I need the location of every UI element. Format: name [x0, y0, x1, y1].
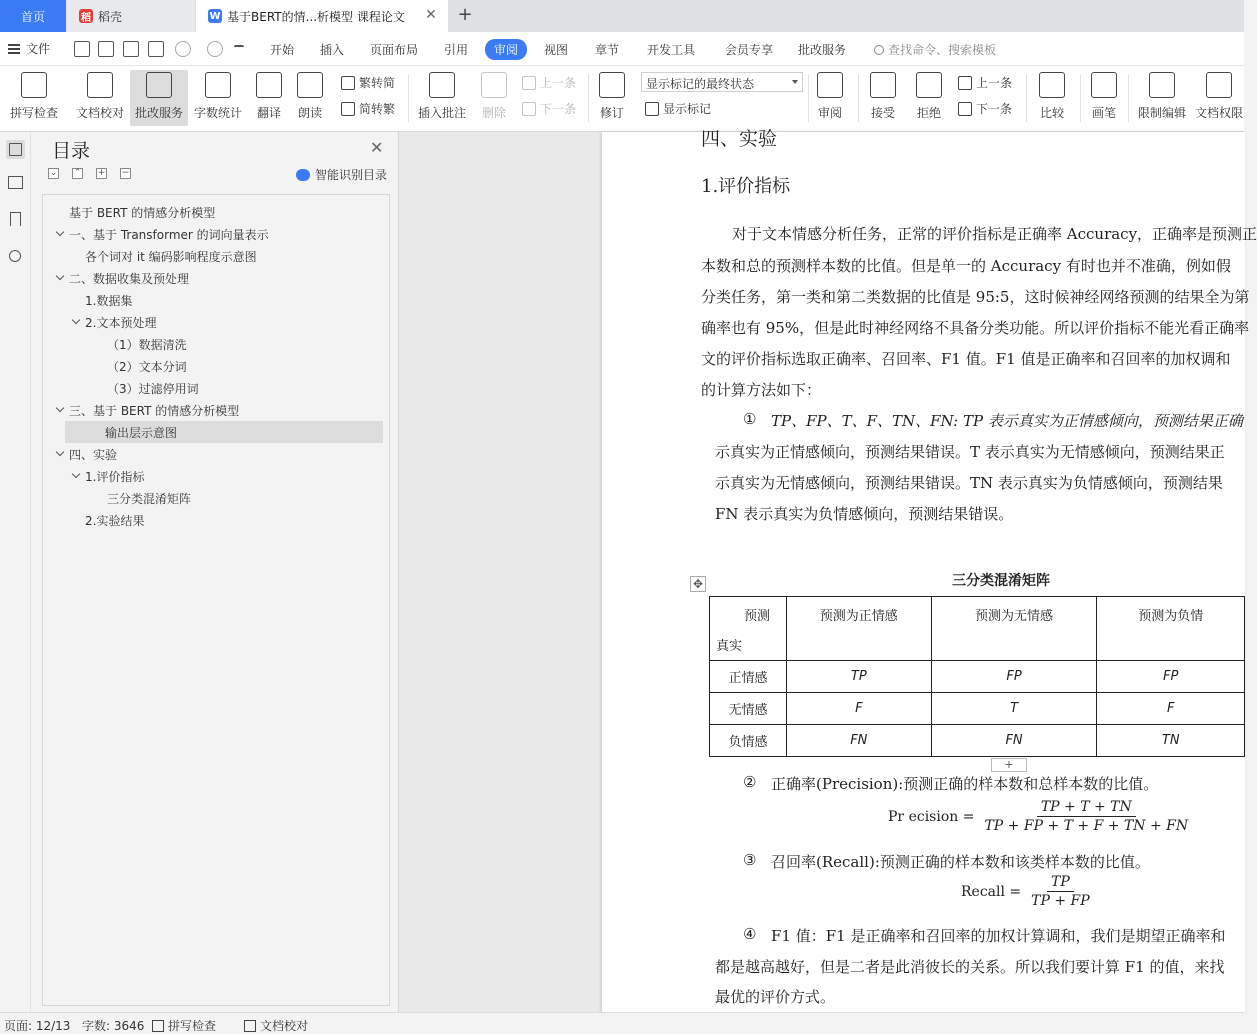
toc-item[interactable]: [43, 267, 389, 289]
next-change-label: 下一条: [976, 102, 1013, 116]
insert-comment-button[interactable]: [414, 70, 470, 126]
next-comment-icon: [522, 102, 536, 116]
trad-to-simp-label: 繁转简: [359, 76, 396, 90]
doc-permission-button[interactable]: [1194, 70, 1244, 126]
chevron-down-icon[interactable]: [72, 316, 80, 324]
export-pdf-icon[interactable]: [98, 41, 114, 57]
item1-line2: 示真实为正情感倾向，预测结果错误。T 表示真实为无情感倾向，预测结果正: [715, 443, 1225, 461]
tab-docer-label: 稻壳: [98, 9, 123, 24]
add-heading-icon[interactable]: +: [97, 168, 106, 178]
toc-item[interactable]: [43, 487, 389, 509]
ribbon-separator: [588, 74, 589, 122]
chapter-nav-icon[interactable]: [8, 176, 23, 189]
toc-item[interactable]: [43, 465, 389, 487]
toc-item[interactable]: [43, 223, 389, 245]
toc-item-label: 三分类混淆矩阵: [107, 491, 192, 506]
restrict-edit-button[interactable]: [1134, 70, 1190, 126]
item2-marker: ②: [743, 773, 757, 791]
toc-item[interactable]: [43, 377, 389, 399]
para1-line4: 确率也有 95%，但是此时神经网络不具备分类功能。所以评价指标不能光看正确率: [701, 319, 1250, 337]
item4-line2: 都是越高越好，但是二者是此消彼长的关系。所以我们要计算 F1 的值，来找: [715, 958, 1225, 976]
table-cell[interactable]: TN: [1097, 725, 1245, 757]
insert-comment-label: 插入批注: [417, 106, 466, 120]
show-markup-label: 显示标记: [663, 102, 712, 116]
corner-true-label: 真实: [716, 639, 743, 654]
table-row-label[interactable]: 正情感: [710, 661, 787, 693]
next-change-icon: [958, 102, 972, 116]
tab-home-label: 首页: [20, 9, 45, 24]
menu-bar: [0, 32, 1244, 66]
toc-item-label: 各个词对 it 编码影响程度示意图: [85, 249, 257, 264]
page-indicator[interactable]: 页面: 12/13: [4, 1019, 71, 1033]
tab-docer[interactable]: [67, 0, 195, 32]
table-row-label[interactable]: 无情感: [710, 693, 787, 725]
item1-line4: FN 表示真实为负情感倾向，预测结果错误。: [715, 505, 1014, 523]
toc-item[interactable]: [43, 311, 389, 333]
reject-button[interactable]: [910, 70, 948, 126]
simp-to-trad-label: 简转繁: [359, 102, 396, 116]
close-tab-icon[interactable]: ✕: [425, 7, 437, 23]
recall-formula: [961, 874, 1094, 909]
toc-item[interactable]: [65, 421, 383, 443]
smart-robot-icon: [296, 169, 310, 181]
menu-tab-review[interactable]: 审阅: [485, 39, 527, 60]
prev-change-label: 上一条: [976, 76, 1013, 90]
precision-formula: [888, 799, 1192, 834]
restrict-edit-label: 限制编辑: [1137, 106, 1186, 120]
wordcount-icon: [205, 72, 231, 98]
status-proofread-label: 文档校对: [260, 1019, 309, 1033]
wordcount-button[interactable]: [192, 70, 244, 126]
chevron-down-icon[interactable]: [56, 404, 64, 412]
table-cell[interactable]: F: [786, 693, 931, 725]
simp-to-trad-button[interactable]: [341, 100, 395, 117]
translate-label: 翻译: [256, 106, 281, 120]
review-ribbon: [0, 66, 1244, 132]
correction-label: 批改服务: [134, 106, 183, 120]
toc-item[interactable]: [43, 333, 389, 355]
next-comment-button[interactable]: [522, 100, 576, 117]
toc-item-label: 2.文本预处理: [85, 315, 157, 330]
document-page[interactable]: [602, 128, 1257, 1012]
prev-change-button[interactable]: [958, 74, 1012, 91]
print-preview-icon[interactable]: [148, 41, 164, 57]
customize-chevron-icon[interactable]: [234, 45, 244, 53]
table-row: [710, 725, 1245, 757]
doc-permission-label: 文档权限: [1194, 106, 1243, 120]
wordcount-label: 字数统计: [193, 106, 242, 120]
para1-line1: 对于文本情感分析任务，正常的评价指标是正确率 Accuracy，正确率是预测正: [732, 225, 1257, 243]
spellcheck-icon: [21, 72, 47, 98]
translate-button[interactable]: [250, 70, 288, 126]
docer-logo-icon: 稻: [79, 9, 93, 23]
tab-document[interactable]: [196, 0, 448, 32]
item2-text: 正确率(Precision):预测正确的样本数和总样本数的比值。: [771, 775, 1159, 793]
new-tab-button[interactable]: +: [457, 4, 473, 25]
toc-item-label: 2.实验结果: [85, 513, 145, 528]
item4-line1: F1 值：F1 是正确率和召回率的加权计算调和，我们是期望正确率和: [771, 927, 1226, 945]
compare-label: 比较: [1039, 106, 1064, 120]
tab-bar: [0, 0, 1244, 32]
delete-comment-button[interactable]: [474, 70, 514, 126]
review-pane-icon: [817, 72, 843, 98]
prev-comment-button[interactable]: [522, 74, 576, 91]
corner-pred-label: 预测: [744, 609, 771, 624]
spellcheck-button[interactable]: [4, 70, 64, 126]
proofread-button[interactable]: [72, 70, 128, 126]
read-aloud-label: 朗读: [297, 106, 322, 120]
delete-comment-label: 删除: [481, 106, 506, 120]
left-panel-strip: [0, 132, 31, 1012]
recall-denominator: TP + FP: [1031, 893, 1090, 909]
correction-icon: [146, 72, 172, 98]
read-aloud-icon: [297, 72, 323, 98]
status-spellcheck-label: 拼写检查: [168, 1019, 217, 1033]
status-proofread[interactable]: [244, 1017, 308, 1034]
proofread-status-icon: [244, 1020, 256, 1032]
table-header-row: [710, 597, 1245, 661]
review-pane-label: 审阅: [817, 106, 842, 120]
menu-tab-reference[interactable]: 引用: [444, 43, 469, 57]
word-count[interactable]: 字数: 3646: [82, 1019, 145, 1033]
table-row: [710, 661, 1245, 693]
show-markup-button[interactable]: [645, 100, 711, 117]
delete-comment-icon: [481, 72, 507, 98]
toc-item-label: （3）过滤停用词: [107, 381, 199, 396]
reject-label: 拒绝: [916, 106, 941, 120]
proofread-icon: [87, 72, 113, 98]
precision-numerator: TP + T + TN: [1037, 799, 1136, 817]
pen-label: 画笔: [1091, 106, 1116, 120]
table-corner-cell[interactable]: [710, 597, 787, 661]
compare-button[interactable]: [1032, 70, 1072, 126]
menu-tab-member[interactable]: 会员专享: [725, 43, 774, 57]
toc-item-label: 二、数据收集及预处理: [69, 271, 190, 286]
track-changes-icon: [599, 72, 625, 98]
toc-item-label: 1.评价指标: [85, 469, 145, 484]
precision-denominator: TP + FP + T + F + TN + FN: [984, 818, 1189, 834]
close-icon[interactable]: ✕: [370, 138, 384, 157]
trad-to-simp-button[interactable]: [341, 74, 395, 91]
para1-line6: 的计算方法如下：: [701, 381, 822, 399]
toc-item[interactable]: [43, 355, 389, 377]
menu-tab-devtools[interactable]: 开发工具: [647, 43, 696, 57]
toc-title: 目录: [52, 140, 91, 162]
track-changes-button[interactable]: [594, 70, 630, 126]
tab-home[interactable]: [0, 0, 66, 32]
precision-fraction: [980, 799, 1192, 834]
table-cell[interactable]: FN: [786, 725, 931, 757]
table-header-cell[interactable]: 预测为无情感: [931, 597, 1097, 661]
section-heading: 1.评价指标: [701, 176, 791, 197]
file-menu-label: 文件: [26, 42, 51, 56]
toc-item[interactable]: [43, 443, 389, 465]
menu-tab-layout[interactable]: 页面布局: [370, 43, 419, 57]
markup-state-value: 显示标记的最终状态: [646, 77, 755, 91]
trad-to-simp-icon: [341, 76, 355, 90]
command-search-placeholder: 查找命令、搜索模板: [888, 43, 997, 57]
table-cell[interactable]: T: [931, 693, 1097, 725]
toc-item[interactable]: [43, 289, 389, 311]
confusion-matrix-table: [709, 596, 1245, 757]
precision-lhs: Pr ecision =: [888, 808, 975, 825]
next-comment-label: 下一条: [540, 102, 577, 116]
menu-tab-start[interactable]: 开始: [270, 43, 295, 57]
accept-button[interactable]: [864, 70, 902, 126]
toc-list: [42, 194, 390, 1006]
tab-document-label: 基于BERT的情...析模型 课程论文: [227, 9, 405, 24]
table-row-label[interactable]: 负情感: [710, 725, 787, 757]
accept-label: 接受: [870, 106, 895, 120]
spellcheck-label: 拼写检查: [9, 106, 58, 120]
toc-item-label: （1）数据清洗: [107, 337, 187, 352]
bookmark-icon[interactable]: [10, 212, 21, 226]
ribbon-separator: [808, 74, 809, 122]
track-changes-label: 修订: [599, 106, 624, 120]
menu-tab-chapter[interactable]: 章节: [595, 43, 620, 57]
accept-icon: [870, 72, 896, 98]
command-search[interactable]: [874, 41, 996, 58]
item3-text: 召回率(Recall):预测正确的样本数和该类样本数的比值。: [771, 853, 1150, 871]
compare-icon: [1039, 72, 1065, 98]
toc-item-label: 一、基于 Transformer 的词向量表示: [69, 227, 269, 242]
toc-item-label: 基于 BERT 的情感分析模型: [69, 205, 216, 220]
print-icon[interactable]: [123, 41, 139, 57]
review-pane-button[interactable]: [812, 70, 848, 126]
toc-item-label: 1.数据集: [85, 293, 133, 308]
ribbon-separator: [408, 74, 409, 122]
ribbon-separator: [858, 74, 859, 122]
reject-icon: [916, 72, 942, 98]
item1-line3: 示真实为无情感倾向，预测结果错误。TN 表示真实为负情感倾向，预测结果: [715, 474, 1223, 492]
pen-icon: [1091, 72, 1117, 98]
toc-item[interactable]: [43, 201, 389, 223]
prev-change-icon: [958, 76, 972, 90]
toc-item-label: （2）文本分词: [107, 359, 187, 374]
toc-item[interactable]: [43, 245, 389, 267]
table-cell[interactable]: F: [1097, 693, 1245, 725]
search-icon: [874, 45, 884, 55]
status-spellcheck[interactable]: [152, 1017, 216, 1034]
para1-line3: 分类任务，第一类和第二类数据的比值是 95:5，这时候神经网络预测的结果全为第: [701, 288, 1250, 306]
insert-comment-icon: [429, 72, 455, 98]
table-move-handle-icon[interactable]: ✥: [690, 576, 706, 592]
table-title: 三分类混淆矩阵: [952, 573, 1050, 589]
toc-panel-icon[interactable]: [6, 140, 25, 159]
read-aloud-button[interactable]: [294, 70, 326, 126]
find-icon[interactable]: [9, 250, 21, 262]
item1-marker: ①: [743, 410, 757, 428]
collapse-all-icon[interactable]: ⌃: [73, 168, 82, 178]
toc-item-label: 输出层示意图: [105, 425, 178, 440]
writer-logo-icon: W: [209, 10, 221, 22]
table-cell[interactable]: TP: [786, 661, 931, 693]
expand-all-icon[interactable]: ⌄: [49, 168, 58, 178]
ribbon-separator: [1026, 74, 1027, 122]
toc-item[interactable]: [43, 509, 389, 531]
save-icon[interactable]: [74, 41, 90, 57]
toc-item-label: 四、实验: [69, 447, 118, 462]
table-header-cell[interactable]: 预测为负情: [1097, 597, 1245, 661]
markup-state-select[interactable]: [641, 72, 803, 92]
remove-heading-icon[interactable]: −: [121, 168, 130, 178]
chevron-down-icon[interactable]: [72, 470, 80, 478]
smart-identify-toc-button[interactable]: [296, 166, 387, 183]
ribbon-separator: [1128, 74, 1129, 122]
toc-item-label: 三、基于 BERT 的情感分析模型: [69, 403, 240, 418]
toc-panel: [32, 132, 397, 1012]
prev-comment-label: 上一条: [540, 76, 577, 90]
prev-comment-icon: [522, 76, 536, 90]
undo-icon[interactable]: [175, 41, 191, 57]
heading-chapter: 四、实验: [701, 128, 778, 150]
pen-button[interactable]: [1088, 70, 1120, 126]
ribbon-separator: [1080, 74, 1081, 122]
item1-line1: TP、FP、T、F、TN、FN: TP 表示真实为正情感倾向，预测结果正确: [771, 412, 1243, 430]
checkbox-icon: [152, 1020, 164, 1032]
menu-tab-view[interactable]: 视图: [544, 43, 569, 57]
para1-line5: 文的评价指标选取正确率、召回率、F1 值。F1 值是正确率和召回率的加权调和: [701, 350, 1231, 368]
recall-numerator: TP: [1047, 874, 1074, 892]
proofread-label: 文档校对: [75, 106, 124, 120]
file-menu[interactable]: [8, 40, 50, 57]
document-area: [398, 128, 1257, 1012]
chevron-down-icon[interactable]: [56, 228, 64, 236]
next-change-button[interactable]: [958, 100, 1012, 117]
table-cell[interactable]: FP: [931, 661, 1097, 693]
correction-service-button[interactable]: [130, 70, 188, 126]
menu-tab-correction[interactable]: 批改服务: [798, 43, 847, 57]
lock-icon: [1149, 72, 1175, 98]
smart-identify-label: 智能识别目录: [315, 168, 388, 182]
toc-item[interactable]: [43, 399, 389, 421]
dropdown-arrow-icon: [792, 80, 798, 84]
show-markup-icon: [645, 102, 659, 116]
item4-line3: 最优的评价方式。: [715, 988, 836, 1006]
chevron-down-icon[interactable]: [56, 448, 64, 456]
menu-tab-insert[interactable]: 插入: [320, 43, 345, 57]
redo-icon[interactable]: [207, 41, 223, 57]
table-cell[interactable]: FN: [931, 725, 1097, 757]
chevron-down-icon[interactable]: [56, 272, 64, 280]
add-table-row-icon[interactable]: +: [991, 758, 1027, 772]
translate-icon: [256, 72, 282, 98]
permission-icon: [1206, 72, 1232, 98]
hamburger-icon: [8, 44, 20, 54]
table-cell[interactable]: FP: [1097, 661, 1245, 693]
para1-line2: 本数和总的预测样本数的比值。但是单一的 Accuracy 有时也并不准确，例如假: [701, 257, 1231, 275]
recall-fraction: [1027, 874, 1094, 909]
item4-marker: ④: [743, 925, 757, 943]
item3-marker: ③: [743, 851, 757, 869]
status-bar: [0, 1012, 1244, 1034]
simp-to-trad-icon: [341, 102, 355, 116]
recall-lhs: Recall =: [961, 883, 1022, 900]
table-row: [710, 693, 1245, 725]
table-header-cell[interactable]: 预测为正情感: [786, 597, 931, 661]
